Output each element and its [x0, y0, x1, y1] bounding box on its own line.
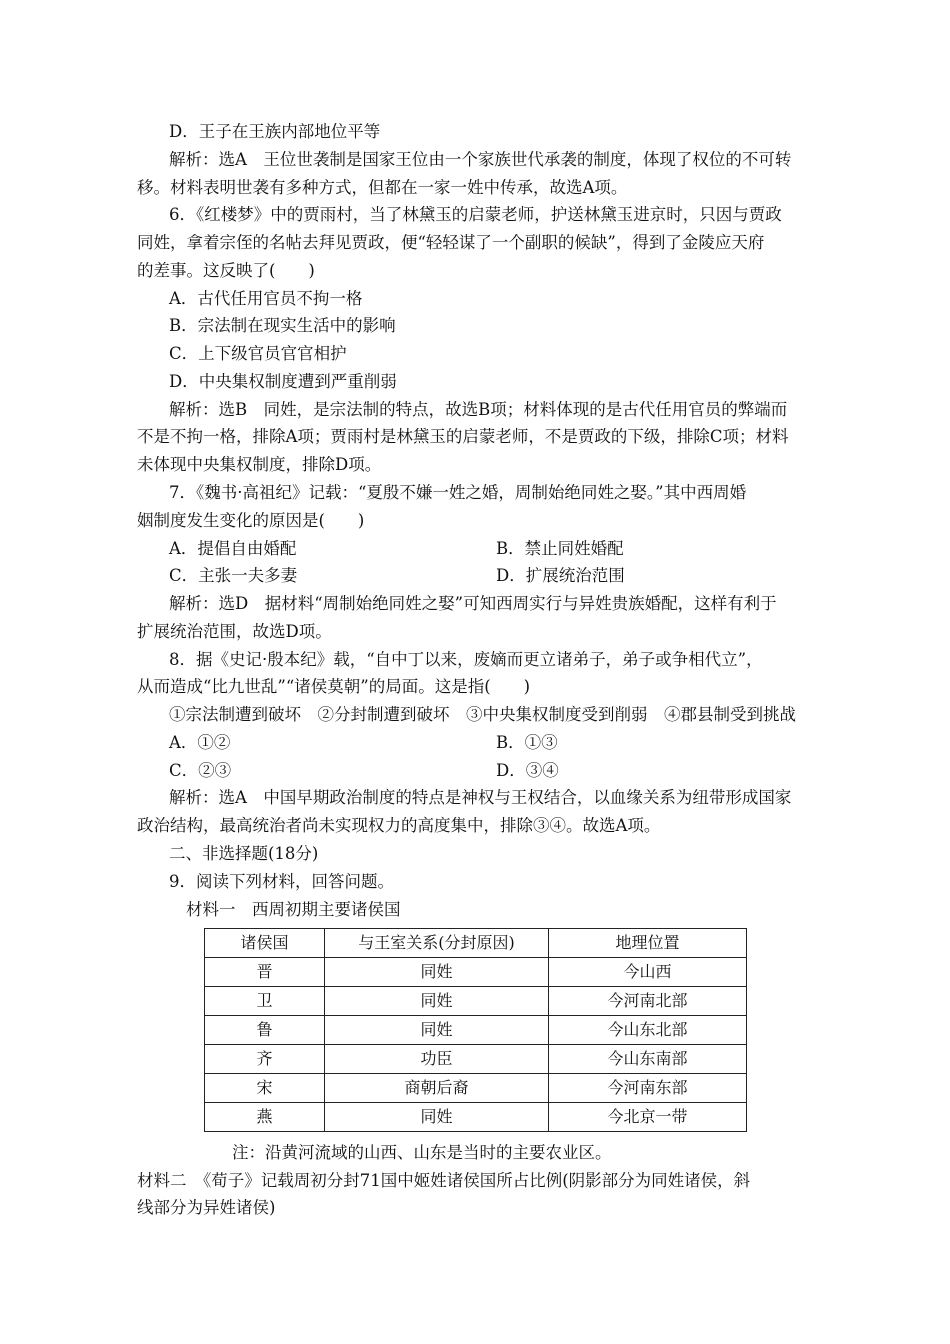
q7-option-a: A．提倡自由婚配	[169, 539, 297, 558]
q6-analysis-line3: 未体现中央集权制度，排除D项。	[137, 455, 382, 474]
q8-option-b: B．①③	[496, 733, 558, 752]
table-cell: 商朝后裔	[325, 1074, 549, 1103]
section-heading: 二、非选择题(18分)	[169, 844, 319, 863]
material1-title: 材料一 西周初期主要诸侯国	[186, 900, 401, 919]
table-cell: 今山西	[549, 958, 747, 987]
table-cell: 同姓	[325, 1016, 549, 1045]
table-row	[205, 958, 747, 987]
table-header-cell: 与王室关系(分封原因)	[325, 929, 549, 958]
q6-option-b: B．宗法制在现实生活中的影响	[169, 316, 396, 335]
q8-stem-line1: 8．据《史记·殷本纪》载，“自中丁以来，废嫡而更立诸弟子，弟子或争相代立”，	[169, 650, 763, 669]
q6-analysis-line1: 解析：选B 同姓，是宗法制的特点，故选B项；材料体现的是古代任用官员的弊端而	[169, 400, 788, 419]
table-header-row	[205, 929, 747, 958]
table-cell: 宋	[205, 1074, 325, 1103]
table-cell: 鲁	[205, 1016, 325, 1045]
table-cell: 今北京一带	[549, 1103, 747, 1132]
q7-stem-line1: 7．《魏书·高祖纪》记载：“夏殷不嫌一姓之婚，周制始绝同姓之娶。”其中西周婚	[169, 483, 747, 502]
q5-option-d: D．王子在王族内部地位平等	[169, 122, 381, 141]
q6-stem-line2: 同姓，拿着宗侄的名帖去拜见贾政，便“轻轻谋了一个副职的候缺”，得到了金陵应天府	[137, 233, 765, 252]
table-cell: 今河南东部	[549, 1074, 747, 1103]
q6-stem-line3: 的差事。这反映了( )	[137, 261, 315, 280]
q7-analysis-line2: 扩展统治范围，故选D项。	[137, 622, 332, 641]
q8-items: ①宗法制遭到破坏 ②分封制遭到破坏 ③中央集权制度受到削弱 ④郡县制受到挑战	[169, 705, 796, 724]
table-row	[205, 1016, 747, 1045]
q8-stem-line2: 从而造成“比九世乱”“诸侯莫朝”的局面。这是指( )	[137, 677, 531, 696]
table-row	[205, 1074, 747, 1103]
table-cell: 晋	[205, 958, 325, 987]
q8-option-d: D．③④	[496, 761, 559, 780]
q8-analysis-line2: 政治结构，最高统治者尚未实现权力的高度集中，排除③④。故选A项。	[137, 816, 661, 835]
q9-stem: 9．阅读下列材料，回答问题。	[169, 872, 394, 891]
q8-analysis-line1: 解析：选A 中国早期政治制度的特点是神权与王权结合，以血缘关系为纽带形成国家	[169, 788, 792, 807]
q6-analysis-line2: 不是不拘一格，排除A项；贾雨村是林黛玉的启蒙老师，不是贾政的下级，排除C项；材料	[137, 427, 789, 446]
q7-analysis-line1: 解析：选D 据材料“周制始绝同姓之娶”可知西周实行与异姓贵族婚配，这样有利于	[169, 594, 777, 613]
q8-option-a: A．①②	[169, 733, 231, 752]
table-cell: 功臣	[325, 1045, 549, 1074]
q7-option-c: C．主张一夫多妻	[169, 566, 298, 585]
table-row	[205, 987, 747, 1016]
q6-option-a: A．古代任用官员不拘一格	[169, 289, 363, 308]
q7-option-b: B．禁止同姓婚配	[496, 539, 624, 558]
table-cell: 同姓	[325, 958, 549, 987]
table-cell: 燕	[205, 1103, 325, 1132]
table-row	[205, 1103, 747, 1132]
material2-line1: 材料二 《荀子》记载周初分封71国中姬姓诸侯国所占比例(阴影部分为同姓诸侯，斜	[137, 1171, 751, 1190]
q8-option-c: C．②③	[169, 761, 232, 780]
q7-option-d: D．扩展统治范围	[496, 566, 625, 585]
q6-option-c: C．上下级官员官官相护	[169, 344, 347, 363]
q5-analysis-line2: 移。材料表明世袭有多种方式，但都在一家一姓中传承，故选A项。	[137, 178, 628, 197]
table-cell: 今河南北部	[549, 987, 747, 1016]
q6-option-d: D．中央集权制度遭到严重削弱	[169, 372, 397, 391]
table-cell: 同姓	[325, 987, 549, 1016]
table-cell: 今山东北部	[549, 1016, 747, 1045]
vassal-states-table	[204, 928, 747, 1132]
q6-stem-line1: 6．《红楼梦》中的贾雨村，当了林黛玉的启蒙老师，护送林黛玉进京时，只因与贾政	[169, 205, 782, 224]
table-cell: 同姓	[325, 1103, 549, 1132]
q5-analysis-line1: 解析：选A 王位世袭制是国家王位由一个家族世代承袭的制度，体现了权位的不可转	[169, 150, 792, 169]
table-row	[205, 1045, 747, 1074]
table-header-cell: 诸侯国	[205, 929, 325, 958]
table-note: 注：沿黄河流域的山西、山东是当时的主要农业区。	[232, 1143, 612, 1162]
table-cell: 卫	[205, 987, 325, 1016]
q7-stem-line2: 姻制度发生变化的原因是( )	[137, 511, 365, 530]
material2-line2: 线部分为异姓诸侯)	[137, 1198, 276, 1217]
table-cell: 齐	[205, 1045, 325, 1074]
table-header-cell: 地理位置	[549, 929, 747, 958]
table-cell: 今山东南部	[549, 1045, 747, 1074]
